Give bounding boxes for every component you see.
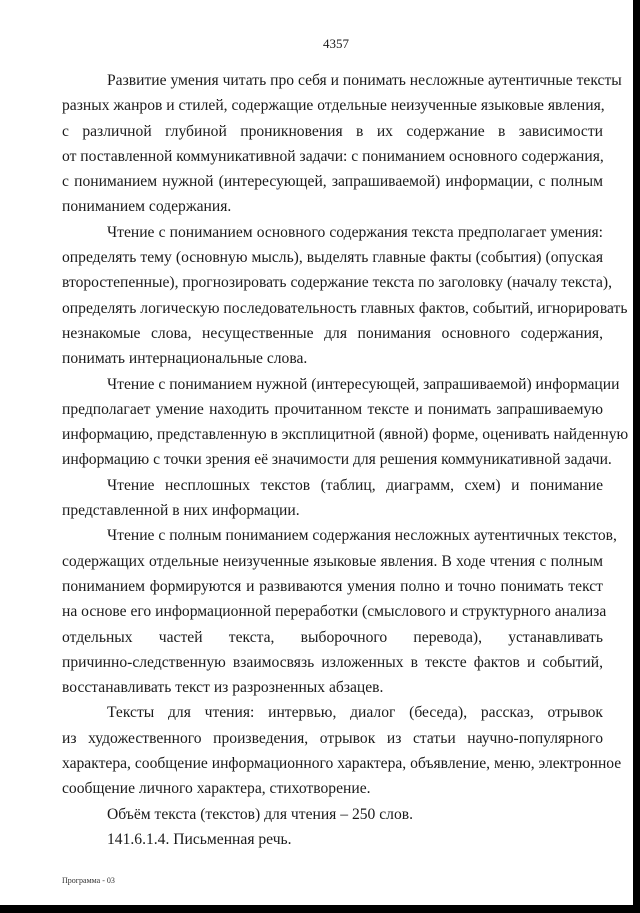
text-line: Чтение несплошных текстов (таблиц, диаграмм, схем) и понимание	[107, 476, 603, 494]
text-line: пониманием формируются и развиваются умения полно и точно понимать текст	[62, 577, 603, 595]
paragraph	[62, 68, 622, 220]
text-line: определять тему (основную мысль), выделять главные факты (события) (опуская	[62, 249, 603, 267]
scan-edge-right	[633, 0, 640, 913]
text-line: Объём текста (текстов) для чтения – 250 слов.	[107, 805, 413, 823]
text-line: Чтение с пониманием основного содержания текста предполагает умения:	[107, 223, 603, 241]
text-line: пониманием содержания.	[62, 198, 232, 216]
text-line: сообщение личного характера, стихотворение.	[62, 780, 371, 798]
text-line: содержащих отдельные неизученные языковые явления. В ходе чтения с полным	[62, 552, 603, 570]
text-line: восстанавливать текст из разрозненных абзацев.	[62, 679, 384, 697]
page-footer: Программа - 03	[62, 876, 115, 885]
text-line: понимать интернациональные слова.	[62, 350, 308, 368]
text-line: с различной глубиной проникновения в их содержание в зависимости	[62, 122, 603, 140]
page-number: 4357	[323, 36, 349, 51]
text-line: информацию с точки зрения её значимости для решения коммуникативной задачи.	[62, 451, 612, 469]
text-line: из художественного произведения, отрывок из статьи научно-популярного	[62, 729, 603, 747]
text-line: незнакомые слова, несущественные для понимания основного содержания,	[62, 324, 603, 342]
text-line: от поставленной коммуникативной задачи: с пониманием основного содержания,	[62, 147, 604, 165]
text-line: Тексты для чтения: интервью, диалог (беседа), рассказ, отрывок	[107, 704, 603, 722]
paragraph	[62, 700, 622, 801]
text-line: отдельных частей текста, выборочного перевода), устанавливать	[62, 628, 603, 646]
paragraph	[62, 802, 603, 827]
scan-edge-bottom	[0, 905, 640, 913]
paragraph	[62, 523, 617, 700]
paragraph	[62, 473, 603, 524]
text-line: причинно-следственную взаимосвязь изложенных в тексте фактов и событий,	[62, 653, 603, 671]
text-line: 141.6.1.4. Письменная речь.	[107, 830, 292, 848]
text-line: второстепенные), прогнозировать содержание текста по заголовку (началу текста),	[62, 274, 613, 292]
text-line: определять логическую последовательность главных фактов, событий, игнорировать	[62, 299, 628, 317]
text-line: разных жанров и стилей, содержащие отдельные неизученные языковые явления,	[62, 97, 605, 115]
text-line: Чтение с пониманием нужной (интересующей, запрашиваемой) информации	[107, 375, 620, 393]
text-line: предполагает умение находить прочитанном тексте и понимать запрашиваемую	[62, 400, 603, 418]
paragraph	[62, 827, 603, 852]
paragraph	[62, 220, 628, 372]
text-line: на основе его информационной переработки (смыслового и структурного анализа	[62, 603, 607, 621]
text-line: Чтение с полным пониманием содержания несложных аутентичных текстов,	[107, 527, 617, 545]
text-line: Развитие умения читать про себя и понимать несложные аутентичные тексты	[107, 72, 622, 89]
text-line: представленной в них информации.	[62, 502, 300, 520]
paragraph	[62, 372, 629, 473]
text-line: с пониманием нужной (интересующей, запрашиваемой) информации, с полным	[62, 173, 603, 191]
document-body	[62, 68, 629, 852]
text-line: характера, сообщение информационного характера, объявление, меню, электронное	[62, 755, 622, 773]
text-line: информацию, представленную в эксплицитной (явной) форме, оценивать найденную	[62, 426, 629, 444]
